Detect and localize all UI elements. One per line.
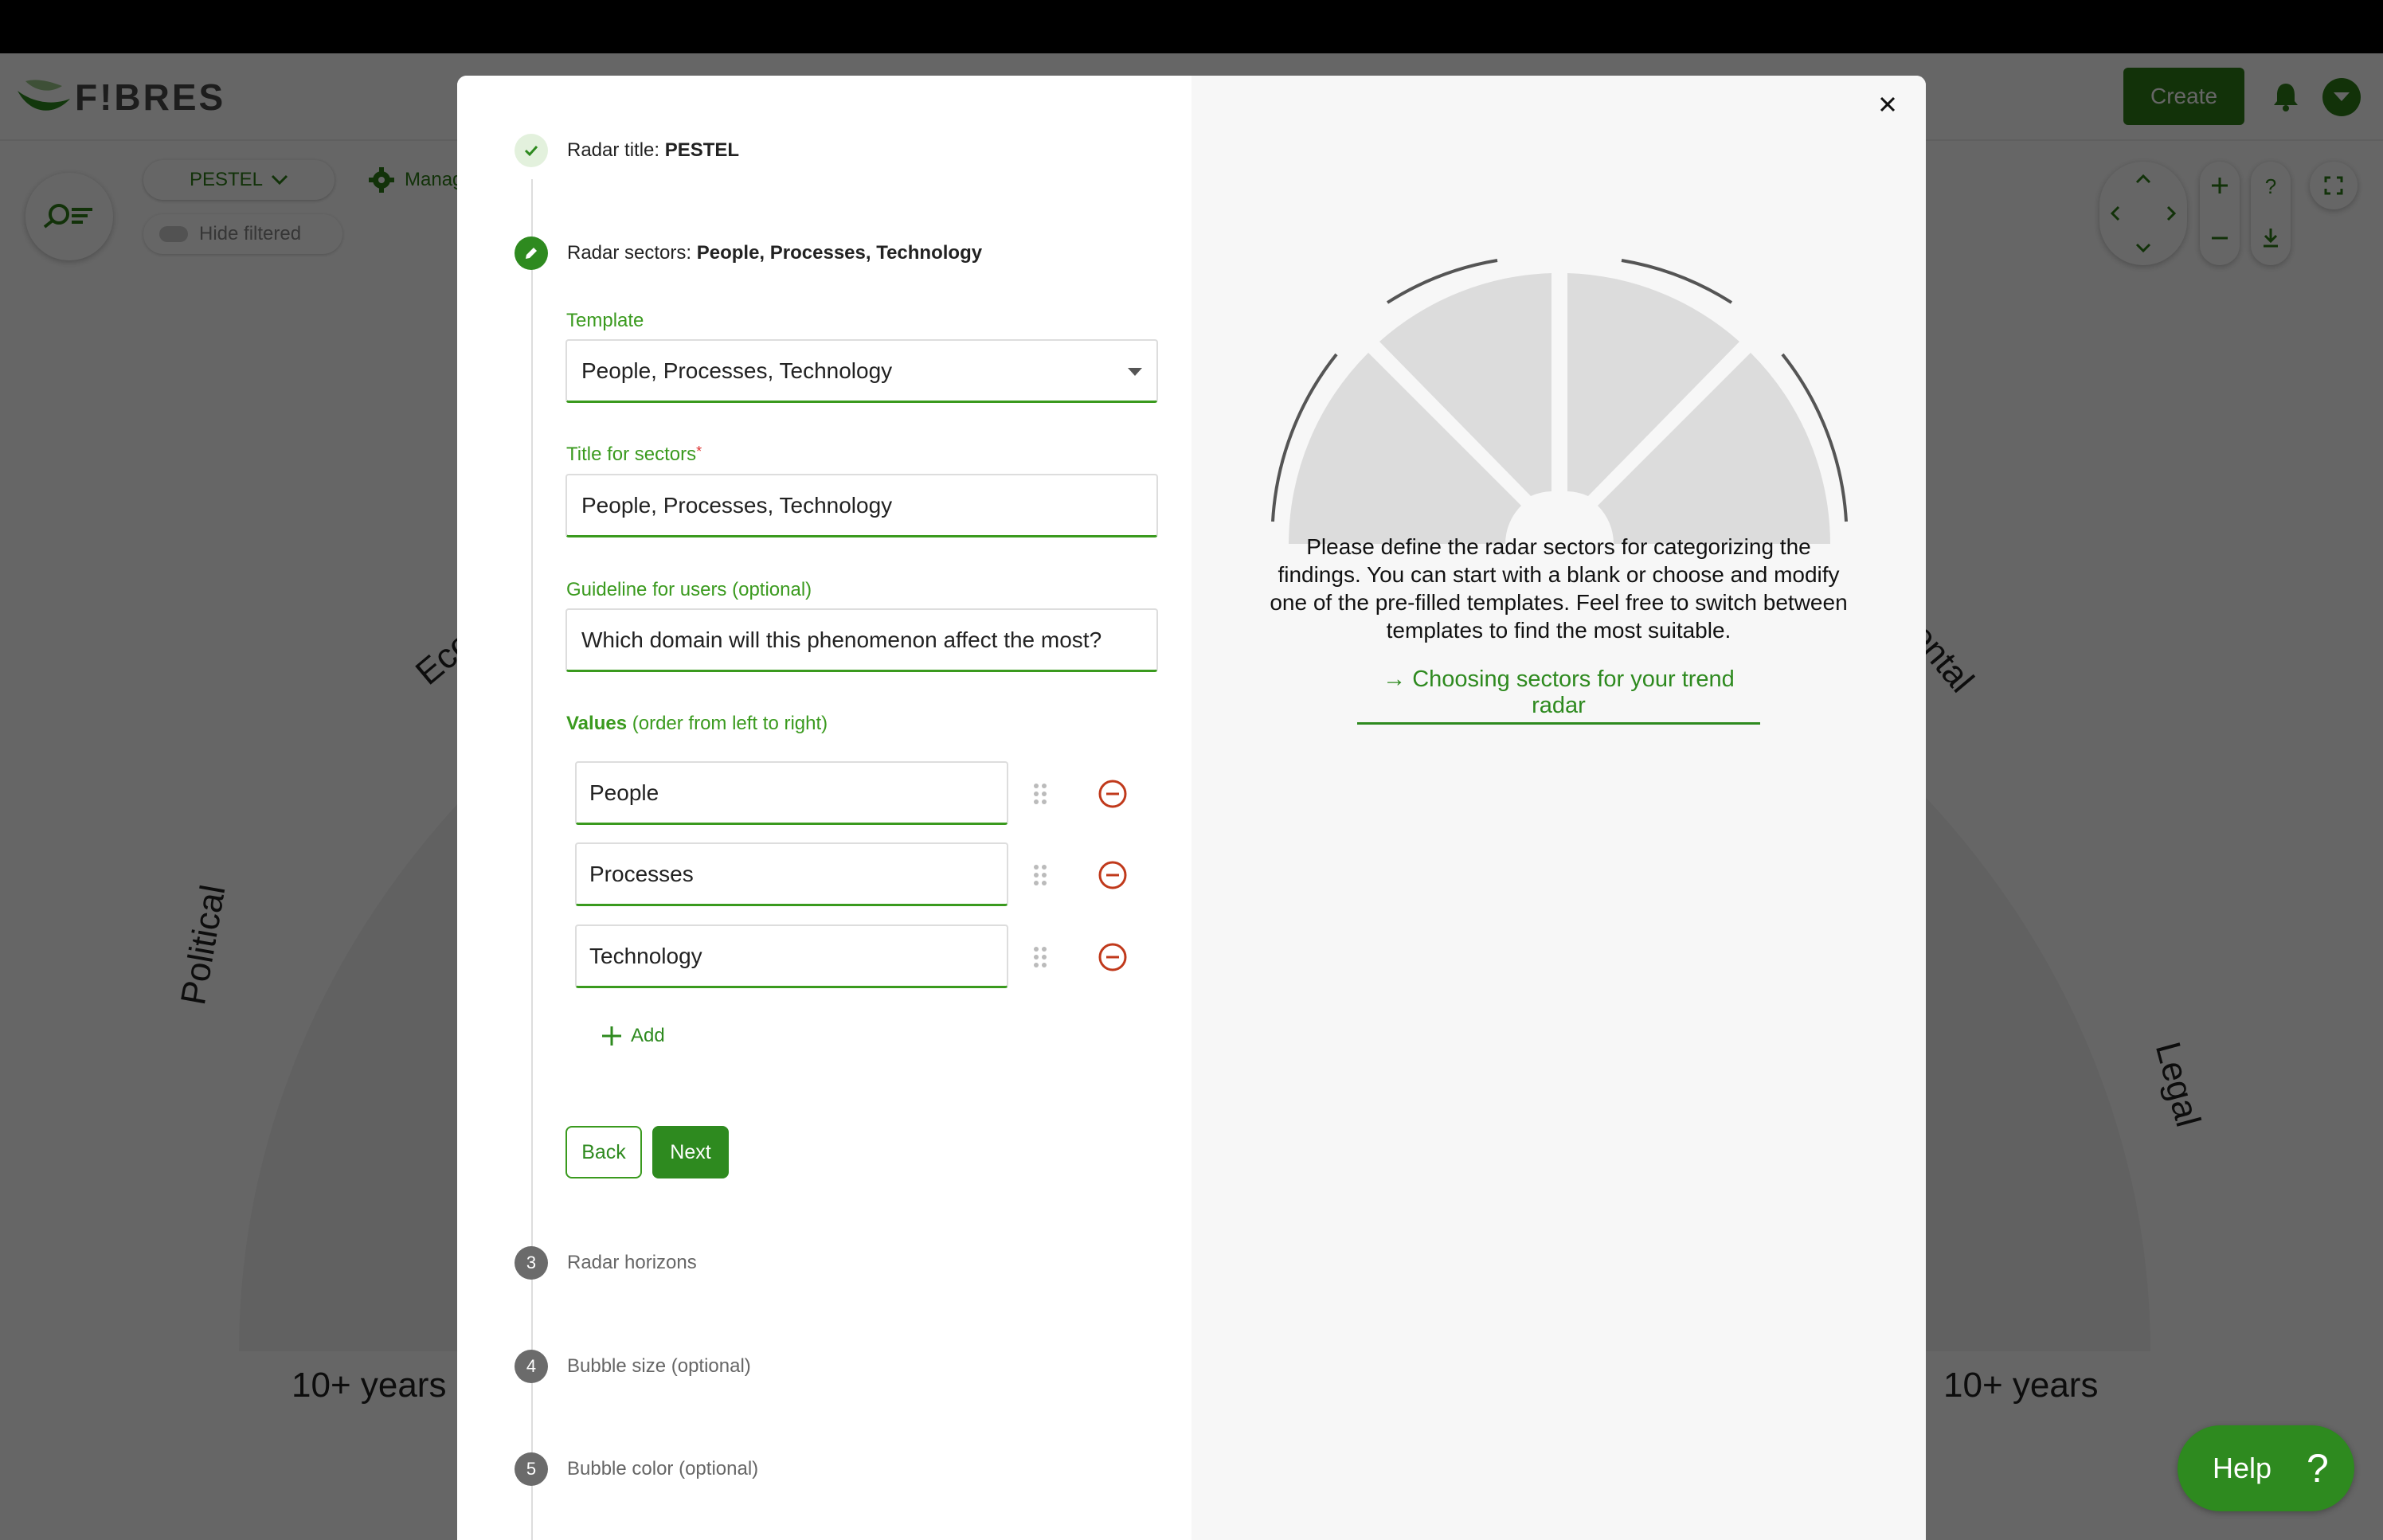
stepper-line [531, 179, 533, 1540]
dropdown-arrow-icon [1128, 368, 1142, 376]
close-icon[interactable] [1870, 87, 1905, 122]
step-number: 5 [515, 1452, 548, 1486]
guideline-input[interactable] [565, 608, 1158, 672]
title-for-sectors-label: Title for sectors* [566, 444, 702, 465]
question-icon: ? [2307, 1446, 2329, 1491]
step-label: Bubble size (optional) [567, 1355, 751, 1377]
add-label: Add [631, 1025, 665, 1046]
value-input-people[interactable] [575, 761, 1008, 825]
back-button[interactable]: Back [565, 1126, 642, 1178]
template-select[interactable] [565, 339, 1158, 403]
step-radar-horizons[interactable] [515, 1246, 697, 1280]
template-value: People, Processes, Technology [581, 358, 893, 383]
title-for-sectors-value: People, Processes, Technology [581, 492, 893, 518]
drag-handle-icon[interactable] [1032, 863, 1048, 887]
guideline-label: Guideline for users (optional) [566, 579, 812, 600]
drag-handle-icon[interactable] [1032, 782, 1048, 806]
values-label: Values (order from left to right) [566, 713, 828, 734]
step-done-indicator [515, 134, 548, 167]
check-icon [522, 142, 540, 159]
title-for-sectors-input[interactable] [565, 474, 1158, 537]
step-label: Bubble color (optional) [567, 1458, 759, 1479]
step-bubble-size[interactable] [515, 1350, 751, 1383]
remove-icon[interactable] [1098, 779, 1128, 809]
drag-handle-icon[interactable] [1032, 945, 1048, 969]
radar-sectors-preview [1265, 171, 1854, 553]
required-mark: * [696, 444, 702, 459]
value-text: Technology [589, 943, 702, 968]
step-radar-title[interactable] [515, 134, 739, 167]
step-radar-sectors[interactable] [515, 236, 982, 270]
help-button[interactable] [2178, 1425, 2354, 1511]
value-text: People [589, 780, 659, 805]
next-button[interactable]: Next [652, 1126, 729, 1178]
step-number: 4 [515, 1350, 548, 1383]
step-active-indicator [515, 236, 548, 270]
value-input-processes[interactable] [575, 842, 1008, 906]
add-value-button[interactable] [601, 1025, 665, 1047]
help-label: Help [2213, 1452, 2272, 1484]
remove-icon[interactable] [1098, 860, 1128, 890]
step-number: 3 [515, 1246, 548, 1280]
template-label: Template [566, 310, 644, 331]
step-label: Radar sectors: People, Processes, Technology [567, 242, 983, 264]
modal-form-panel [457, 76, 1192, 1540]
plus-icon [601, 1025, 623, 1047]
step-label: Radar horizons [567, 1252, 697, 1273]
radar-setup-modal [457, 76, 1926, 1540]
step-bubble-color[interactable] [515, 1452, 758, 1486]
sectors-description: Please define the radar sectors for categorizing the findings. You can start with a blank or choose and modify one of the pre-filled templates. Feel free to switch between templates to find the most suitable. [1270, 534, 1848, 643]
value-input-technology[interactable] [575, 924, 1008, 988]
screen-top-bar [0, 0, 2383, 53]
remove-icon[interactable] [1098, 942, 1128, 972]
step-label: Radar title: PESTEL [567, 139, 740, 161]
pencil-icon [522, 244, 540, 262]
guideline-value: Which domain will this phenomenon affect the most? [581, 627, 1102, 652]
choosing-sectors-link[interactable]: → Choosing sectors for your trend radar [1357, 666, 1760, 725]
value-text: Processes [589, 861, 694, 886]
